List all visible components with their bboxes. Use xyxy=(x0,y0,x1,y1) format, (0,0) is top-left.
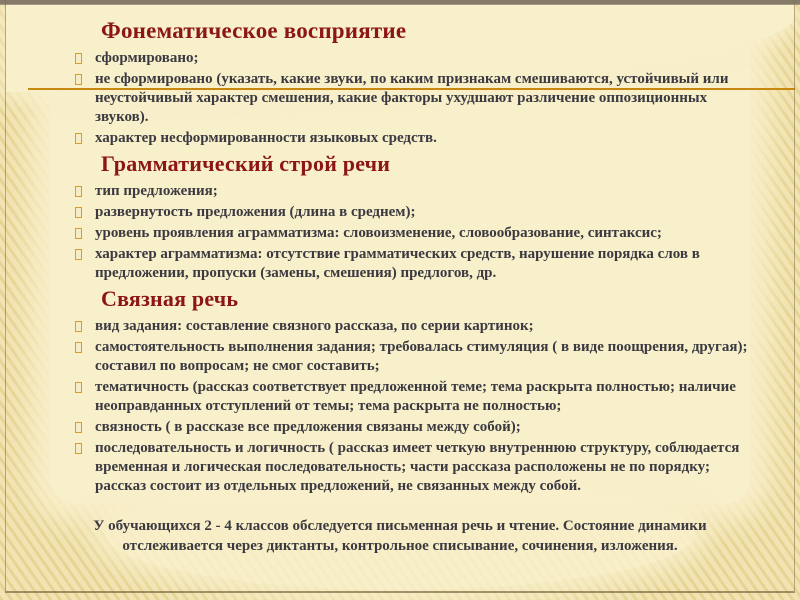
bullet-item xyxy=(95,129,755,148)
footer-paragraph: У обучающихся 2 - 4 классов обследуется письменная речь и чтение. Состояние динамики отслеживается через диктанты, контрольное списывание, сочинения, изложения. xyxy=(93,518,707,554)
bullet-square-icon xyxy=(75,133,82,144)
bullet-square-icon xyxy=(75,382,82,393)
bullet-item xyxy=(95,203,755,222)
section-heading: Грамматический строй речи xyxy=(101,151,391,176)
bullet-text: не сформировано (указать, какие звуки, по каким признакам смешиваются, устойчивый или неустойчивый характер смешения, какие факторы ухудшают различение оппозиционных звуков). xyxy=(95,71,729,125)
bullet-text: тип предложения; xyxy=(95,183,218,199)
bullet-text: характер аграмматизма: отсутствие грамматических средств, нарушение порядка слов в предложении, пропуски (замены, смешения) предлогов, др. xyxy=(95,246,700,281)
bullet-square-icon xyxy=(75,443,82,454)
bullet-square-icon xyxy=(75,249,82,260)
bullet-item xyxy=(95,70,755,127)
bullet-item xyxy=(95,418,755,437)
bullet-list xyxy=(95,182,755,283)
bullet-square-icon xyxy=(75,74,82,85)
bullet-list xyxy=(95,49,755,148)
bullet-text: вид задания: составление связного рассказа, по серии картинок; xyxy=(95,318,534,334)
bullet-item xyxy=(95,49,755,68)
bullet-square-icon xyxy=(75,321,82,332)
bullet-text: связность ( в рассказе все предложения связаны между собой); xyxy=(95,419,521,435)
bullet-item xyxy=(95,317,755,336)
bullet-text: самостоятельность выполнения задания; требовалась стимуляция ( в виде поощрения, другая); составил по вопросам; не смог составить; xyxy=(95,339,748,374)
bullet-square-icon xyxy=(75,207,82,218)
bullet-square-icon xyxy=(75,228,82,239)
bullet-text: сформировано; xyxy=(95,50,199,66)
bullet-text: тематичность (рассказ соответствует предложенной теме; тема раскрыта полностью; наличие неоправданных отступлений от темы; тема раскрыта не полностью; xyxy=(95,379,736,414)
slide-content xyxy=(95,18,755,498)
bullet-item xyxy=(95,439,755,496)
bullet-square-icon xyxy=(75,422,82,433)
bullet-text: характер несформированности языковых средств. xyxy=(95,130,437,146)
section-heading: Связная речь xyxy=(101,286,239,311)
top-edge-bar xyxy=(0,0,800,5)
bullet-square-icon xyxy=(75,186,82,197)
bullet-item xyxy=(95,182,755,201)
bullet-text: уровень проявления аграмматизма: словоизменение, словообразование, синтаксис; xyxy=(95,225,662,241)
bullet-item xyxy=(95,338,755,376)
bullet-square-icon xyxy=(75,342,82,353)
bullet-square-icon xyxy=(75,53,82,64)
bullet-text: последовательность и логичность ( рассказ имеет четкую внутреннюю структуру, соблюдается временная и логическая последовательность; части рассказа расположены не по порядку; рассказ состоит из отдельных предложений, не связанных между собой. xyxy=(95,440,740,494)
bullet-list xyxy=(95,317,755,496)
bullet-item xyxy=(95,224,755,243)
slide-title: Фонематическое восприятие xyxy=(101,18,407,43)
bullet-item xyxy=(95,378,755,416)
bullet-text: развернутость предложения (длина в среднем); xyxy=(95,204,416,220)
bullet-item xyxy=(95,245,755,283)
